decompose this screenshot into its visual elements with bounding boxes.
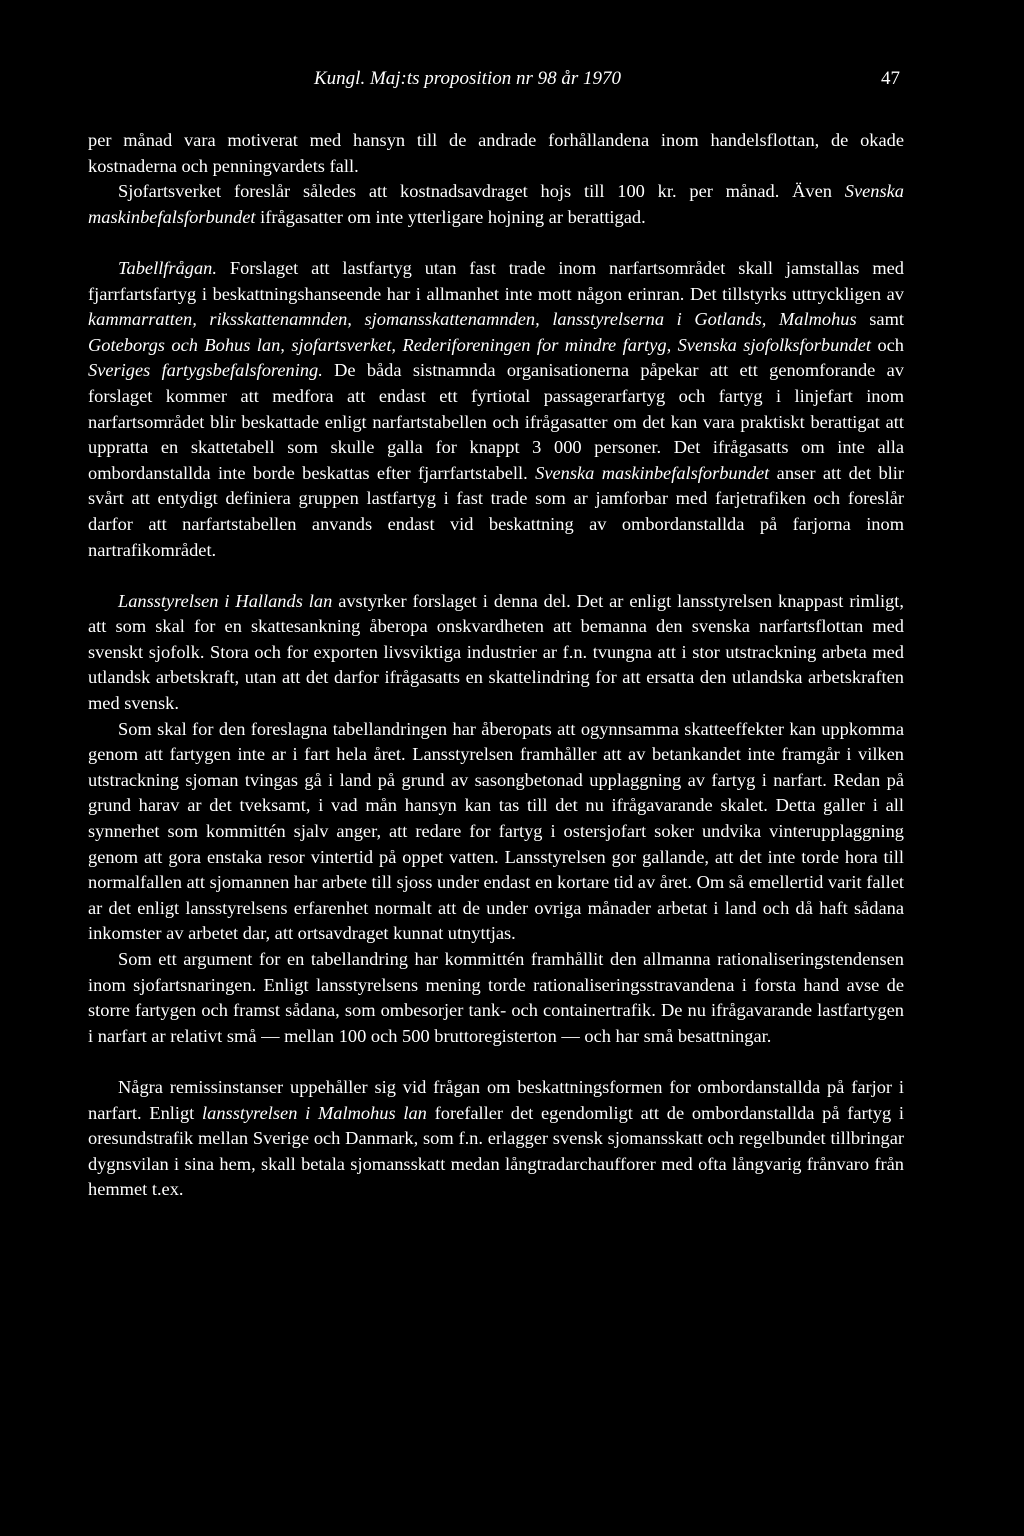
paragraph-3: Tabellfrågan. Forslaget att lastfartyg utan fast trade inom narfartsområdet skall jamstallas med fjarrfartsfartyg i beskattningshanseende har i allmanhet inte mott någon erinran. Det tillstyrks uttryckligen av kammarratten, riksskattenamnden, sjomansskattenamnden, lansstyrelserna i Gotlands, Malmohus samt Goteborgs och Bohus lan, sjofartsverket, Rederiforeningen for mindre fartyg, Svenska sjofolksforbundet och Sveriges fartygsbefalsforening. De båda sistnamnda organisationerna påpekar att ett genomforande av forslaget kommer att medfora att endast ett fyrtiotal passagerarfartyg och fartyg i linjefart inom narfartsområdet blir beskattade enligt narfartstabellen och ifrågasatter om det kan vara praktiskt berattigat att uppratta en skattetabell som skulle galla for knappt 3 000 personer. Det ifrågasatts om inte alla ombordanstallda inte borde beskattas efter fjarrfartstabell. Svenska maskinbefalsforbundet anser att det blir svårt att entydigt definiera gruppen lastfartyg i fast trade som ar jamforbar med farjetrafiken och foreslår darfor att narfartstabellen anvands endast vid beskattning av ombordanstallda på farjorna inom nartrafikområdet.: [88, 257, 904, 560]
body-text: [88, 128, 904, 1203]
page-header: [118, 68, 904, 108]
paragraph-gap: [88, 563, 904, 589]
paragraph-6: Som ett argument for en tabellandring har kommittén framhållit den allmanna rationaliseringstendensen inom sjofartsnaringen. Enligt lansstyrelsens mening torde rationaliseringsstravandena i forsta hand avse de storre fartygen och framst sådana, som ombesorjer tank- och containertrafik. De nu ifrågavarande lastfartygen i narfart ar relativt små — mellan 100 och 500 bruttoregisterton — och har små besattningar.: [88, 949, 904, 1046]
page-number: 47: [881, 68, 900, 89]
paragraph-7: Några remissinstanser uppehåller sig vid frågan om beskattningsformen for ombordanstallda på farjor i narfart. Enligt lansstyrelsen i Malmohus lan forefaller det egendomligt att de ombordanstallda på fartyg i oresundstrafik mellan Sverige och Danmark, som f.n. erlagger svensk sjomansskatt och regelbundet tillbringar dygnsvilan i sina hem, skall betala sjomansskatt medan långtradarchaufforer med ofta långvarig frånvaro från hemmet t.ex.: [88, 1076, 905, 1200]
paragraph-2: Sjofartsverket foreslår således att kostnadsavdraget hojs till 100 kr. per månad. Även Svenska maskinbefalsforbundet ifrågasatter om inte ytterligare hojning ar berattigad.: [88, 181, 904, 227]
running-title: Kungl. Maj:ts proposition nr 98 år 1970: [314, 68, 622, 89]
document-page: [88, 68, 905, 1508]
paragraph-5: Som skal for den foreslagna tabellandringen har åberopats att ogynnsamma skatteeffekter kan uppkomma genom att fartygen inte ar i fart hela året. Lansstyrelsen framhåller att av betankandet inte framgår i vilken utstrackning sjoman tvingas gå i land på grund av sasongbetonad upplaggning av fartyg i narfart. Redan på grund harav ar det tveksamt, i vad mån hansyn kan tas till det nu ifrågavarande skalet. Detta galler i all synnerhet som kommittén sjalv anger, att redare for fartyg i ostersjofart soker undvika vinterupplaggning genom att gora enstaka resor vintertid på oppet vatten. Lansstyrelsen gor gallande, att det inte torde hora till normalfallen att sjomannen har arbete till sjoss under endast en kortare tid av året. Om så emellertid varit fallet ar det enligt lansstyrelsens erfarenhet normalt att de under ovriga månader arbetat i land och då haft sådana inkomster av arbetet dar, att ortsavdraget kunnat utnyttjas.: [88, 718, 904, 944]
paragraph-gap: [88, 230, 904, 256]
paragraph-1: per månad vara motiverat med hansyn till de andrade forhållandena inom handelsflottan, de okade kostnaderna och penningvardets fall.: [88, 130, 904, 176]
paragraph-4: Lansstyrelsen i Hallands lan avstyrker forslaget i denna del. Det ar enligt lansstyrelsen knappast rimligt, att som skal for en skattesankning åberopa onskvardheten att bemanna den svenska narfartsflottan med svenskt sjofolk. Stora och for exporten livsviktiga industrier ar f.n. tvungna att i stor utstrackning arbeta med utlandsk arbetskraft, utan att det darfor ifrågasatts en skattelindring for att ersatta den utlandska arbetskraften med svensk.: [88, 590, 904, 714]
paragraph-gap: [88, 1049, 904, 1075]
